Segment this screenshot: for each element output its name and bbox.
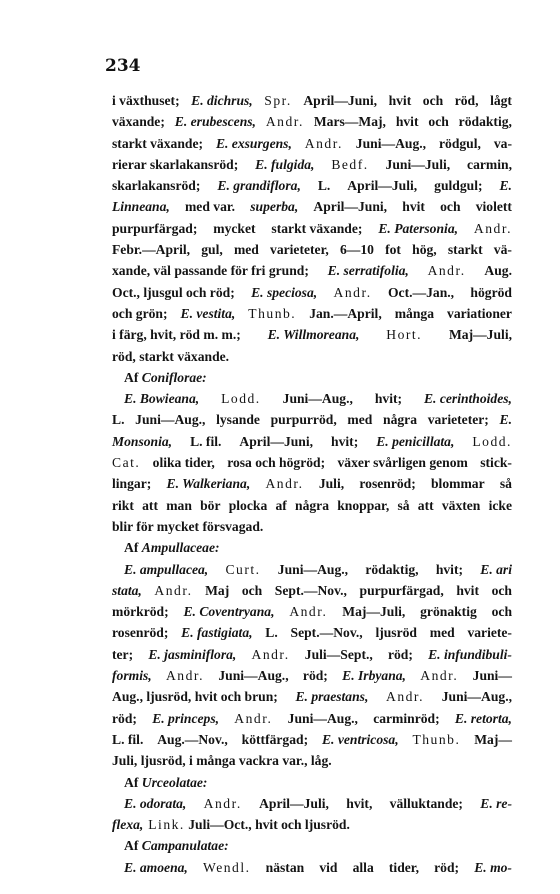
text-segment: mycket	[213, 220, 256, 236]
text-line	[112, 431, 512, 452]
text-segment: lysande	[216, 412, 260, 428]
text-segment: och	[491, 604, 512, 620]
text-line	[112, 537, 512, 558]
text-segment: så	[499, 476, 512, 492]
text-segment: rikt	[112, 497, 134, 513]
text-line	[112, 196, 512, 217]
text-segment: lågt	[490, 93, 512, 108]
text-segment: Juni—Aug.,	[277, 561, 349, 577]
text-segment: Juni—Aug.,	[218, 668, 289, 684]
text-segment: L.	[317, 178, 331, 194]
italic-term: E. erubescens,	[174, 114, 256, 130]
text-line	[112, 367, 512, 388]
italic-term: E. Willmoreana,	[267, 327, 360, 343]
text-segment: Juli—Oct., hvit och ljusröd.	[188, 817, 350, 833]
text-line	[112, 835, 512, 856]
text-segment: med	[429, 625, 455, 641]
text-segment: Juni—Juli,	[385, 156, 451, 172]
text-segment: icke	[488, 497, 512, 513]
text-segment: hvit,	[346, 795, 373, 811]
text-segment: L.	[112, 412, 125, 428]
text-line	[112, 686, 512, 707]
text-segment: i färg, hvit, röd m. m.;	[112, 327, 241, 343]
text-line	[112, 90, 512, 111]
text-segment: Sept.—Nov.,	[290, 625, 363, 641]
text-line	[112, 644, 512, 665]
italic-term: E. fastigiata,	[181, 625, 253, 641]
text-segment: så	[397, 497, 410, 513]
text-segment: starkt växande;	[112, 135, 204, 151]
text-segment: alla	[352, 859, 374, 875]
text-segment: Andr.	[265, 114, 304, 130]
text-segment: xande, väl passande för fri grund;	[112, 263, 309, 279]
text-segment: purpurfärgad,	[359, 582, 444, 598]
text-segment: April—Juni,	[313, 199, 388, 215]
text-segment: hvit	[395, 114, 419, 130]
text-segment: man	[166, 497, 192, 513]
text-segment: välluktande;	[389, 795, 463, 811]
text-segment: Andr.	[333, 284, 372, 300]
text-segment: Andr.	[203, 795, 242, 811]
text-segment: Andr.	[265, 476, 304, 492]
text-segment: L. fil.	[112, 731, 144, 747]
text-line	[112, 452, 512, 473]
text-segment: carmin,	[467, 156, 512, 172]
italic-term: Ampullaceae:	[141, 540, 220, 556]
text-segment: Aug.	[484, 263, 512, 279]
text-segment: Lodd.	[221, 391, 261, 407]
text-segment: April—Juni,	[303, 93, 378, 108]
italic-term: Coniflorae:	[141, 369, 207, 385]
text-segment: Andr.	[427, 263, 466, 279]
italic-term: Campanulatae:	[141, 838, 229, 854]
text-segment: köttfärgad;	[241, 731, 309, 747]
text-segment: L. fil.	[190, 433, 222, 449]
text-segment: röd;	[387, 646, 413, 662]
text-segment: Mars—Maj,	[313, 114, 386, 130]
text-line	[112, 495, 512, 516]
text-segment: rosenröd;	[359, 476, 416, 492]
text-segment: röd;	[112, 710, 137, 726]
italic-term: E. cerinthoides,	[423, 391, 512, 407]
text-segment: Af	[124, 838, 139, 854]
text-line	[112, 388, 512, 409]
text-segment: Af	[124, 540, 139, 556]
text-segment: Andr.	[420, 668, 459, 684]
text-segment: lingar;	[112, 476, 152, 492]
text-line	[112, 814, 512, 835]
italic-term: E. ventricosa,	[321, 731, 399, 747]
italic-term: stata,	[112, 582, 142, 598]
text-line	[112, 580, 512, 601]
text-segment: röd,	[454, 93, 479, 108]
text-segment: växer svårligen genom	[337, 455, 468, 471]
italic-term: E. serratifolia,	[327, 263, 409, 279]
italic-term: E. praestans,	[295, 689, 369, 705]
text-segment: varieteter,	[270, 242, 329, 258]
italic-term: E.	[499, 412, 512, 428]
text-segment: skarlakansröd;	[112, 178, 201, 194]
text-line	[112, 218, 512, 239]
text-segment: vid	[319, 859, 338, 875]
text-segment: Spr.	[264, 93, 292, 108]
text-segment: rierar skarlakansröd;	[112, 156, 239, 172]
italic-term: E. ampullacea,	[124, 561, 209, 577]
italic-term: E. amoena,	[124, 859, 188, 875]
text-segment: Curt.	[225, 561, 261, 577]
text-segment: stick-	[480, 455, 512, 471]
text-segment: va-	[493, 135, 512, 151]
text-segment: guldgul;	[434, 178, 483, 194]
text-segment: Juni—Aug.,	[287, 710, 358, 726]
text-segment: hvit	[388, 93, 412, 108]
text-segment: gul,	[201, 242, 223, 258]
text-segment: variete-	[467, 625, 512, 641]
text-segment: hvit;	[374, 391, 403, 407]
text-segment: att	[417, 497, 434, 513]
text-line	[112, 260, 512, 281]
text-line	[112, 750, 512, 771]
text-segment: Bedf.	[331, 156, 369, 172]
text-line	[112, 303, 512, 324]
text-segment: Thunb.	[248, 305, 297, 321]
italic-term: E. jasminiflora,	[148, 646, 237, 662]
text-segment: Cat.	[112, 455, 141, 471]
text-segment: och	[491, 582, 512, 598]
text-segment: rosenröd;	[112, 625, 169, 641]
text-segment: och grön;	[112, 305, 168, 321]
text-segment: röd;	[434, 859, 460, 875]
italic-term: E. Irbyana,	[342, 668, 406, 684]
text-line	[112, 324, 512, 345]
text-segment: af	[275, 497, 287, 513]
text-segment: Juni—Aug.,	[135, 412, 206, 428]
italic-term: flexa,	[112, 817, 144, 833]
text-line	[112, 133, 512, 154]
italic-term: E. dichrus,	[191, 93, 253, 108]
text-segment: olika tider,	[152, 455, 215, 471]
text-segment: hög,	[412, 242, 437, 258]
text-line	[112, 516, 512, 537]
text-segment: Jan.—April,	[309, 305, 382, 321]
text-line	[112, 793, 512, 814]
text-segment: växande;	[112, 114, 165, 130]
text-segment: April—Juni,	[239, 433, 314, 449]
text-segment: fot	[385, 242, 401, 258]
text-line	[112, 111, 512, 132]
text-segment: purpurröd,	[270, 412, 337, 428]
page-number: 234	[105, 56, 141, 76]
text-line	[112, 346, 512, 367]
text-segment: Oct., ljusgul och röd;	[112, 284, 235, 300]
italic-term: E. vestita,	[180, 305, 236, 321]
italic-term: Monsonia,	[112, 433, 173, 449]
text-segment: Juli—Sept.,	[304, 646, 373, 662]
text-segment: Maj—	[474, 731, 512, 747]
italic-term: E. odorata,	[124, 795, 187, 811]
text-segment: varieteter;	[427, 412, 489, 428]
text-segment: Juni—Aug.,	[282, 391, 353, 407]
text-line	[112, 857, 512, 878]
text-segment: och	[241, 582, 263, 598]
text-segment: violett	[475, 199, 512, 215]
italic-term: E. infundibuli-	[428, 646, 512, 662]
text-line	[112, 473, 512, 494]
text-segment: Af	[124, 774, 139, 790]
italic-term: E. grandiflora,	[217, 178, 301, 194]
text-segment: ter;	[112, 646, 134, 662]
text-segment: med var.	[184, 199, 236, 215]
italic-term: E. retorta,	[454, 710, 512, 726]
italic-term: E. Bowieana,	[124, 391, 200, 407]
text-segment: hvit	[402, 199, 425, 215]
italic-term: E. Patersonia,	[378, 220, 459, 236]
text-segment: April—Juli,	[347, 178, 418, 194]
text-segment: Aug.—Nov.,	[157, 731, 228, 747]
text-segment: Juni—	[472, 668, 512, 684]
italic-term: E. penicillata,	[376, 433, 455, 449]
text-segment: Hort.	[386, 327, 423, 343]
text-segment: Andr.	[165, 668, 205, 684]
text-line	[112, 729, 512, 750]
text-segment: Thunb.	[412, 731, 461, 747]
text-segment: rödaktig,	[365, 561, 419, 577]
text-segment: med	[347, 412, 373, 428]
text-segment: med	[233, 242, 259, 258]
text-line	[112, 154, 512, 175]
text-segment: Andr.	[251, 646, 290, 662]
italic-term: E.	[499, 178, 512, 194]
italic-term: E. ari	[480, 561, 512, 577]
text-segment: och	[422, 93, 444, 108]
text-segment: Andr.	[234, 710, 273, 726]
text-line	[112, 772, 512, 793]
italic-term: E. speciosa,	[251, 284, 318, 300]
text-segment: Wendl.	[202, 859, 251, 875]
text-segment: starkt växande;	[271, 220, 363, 236]
italic-term: E. fulgida,	[255, 156, 315, 172]
text-segment: Maj—Juli,	[448, 327, 512, 343]
italic-term: superba,	[250, 199, 299, 215]
italic-term: E. Walkeriana,	[166, 476, 251, 492]
text-segment: carminröd;	[373, 710, 440, 726]
italic-term: formis,	[112, 668, 152, 684]
text-segment: Maj—Juli,	[342, 604, 406, 620]
text-segment: purpurfärgad;	[112, 220, 198, 236]
italic-term: E. Coventryana,	[183, 604, 275, 620]
text-segment: högröd	[470, 284, 512, 300]
text-segment: växten	[441, 497, 481, 513]
text-segment: tider,	[388, 859, 419, 875]
body-text	[112, 90, 512, 878]
text-segment: ljusröd	[375, 625, 417, 641]
text-segment: Juni—Aug.,	[355, 135, 427, 151]
text-segment: blir för mycket försvagad.	[112, 518, 264, 534]
text-segment: att	[142, 497, 158, 513]
text-line	[112, 708, 512, 729]
text-line	[112, 622, 512, 643]
text-line	[112, 239, 512, 260]
text-segment: mörkröd;	[112, 604, 169, 620]
text-segment: vä-	[493, 242, 512, 258]
text-segment: starkt	[447, 242, 483, 258]
text-segment: variationer	[447, 305, 512, 321]
text-segment: Juli, ljusröd, i många vackra var., låg.	[112, 753, 332, 769]
text-segment: Lodd.	[472, 433, 512, 449]
text-segment: några	[383, 412, 418, 428]
text-segment: bör	[200, 497, 221, 513]
text-line	[112, 282, 512, 303]
text-segment: röd;	[302, 668, 328, 684]
text-segment: L.	[265, 625, 278, 641]
text-segment: Andr.	[154, 582, 193, 598]
text-segment: Andr.	[386, 689, 425, 705]
text-segment: nästan	[265, 859, 305, 875]
text-segment: i växthuset;	[112, 93, 180, 108]
text-segment: Maj	[205, 582, 230, 598]
text-segment: blommar	[430, 476, 485, 492]
italic-term: E. mo-	[474, 859, 512, 875]
text-segment: knoppar,	[337, 497, 390, 513]
text-segment: Sept.—Nov.,	[274, 582, 347, 598]
text-line	[112, 601, 512, 622]
text-segment: många	[394, 305, 435, 321]
text-segment: grönaktig	[420, 604, 477, 620]
text-segment: Aug., ljusröd, hvit och brun;	[112, 689, 278, 705]
text-segment: Af	[124, 369, 139, 385]
text-segment: hvit	[456, 582, 479, 598]
text-segment: Febr.—April,	[112, 242, 191, 258]
italic-term: Linneana,	[112, 199, 170, 215]
text-line	[112, 559, 512, 580]
italic-term: E. re-	[480, 795, 512, 811]
text-segment: Juni—Aug.,	[441, 689, 512, 705]
italic-term: E. exsurgens,	[215, 135, 292, 151]
text-segment: rödaktig,	[458, 114, 512, 130]
text-segment: Andr.	[304, 135, 343, 151]
italic-term: E. princeps,	[152, 710, 220, 726]
text-segment: hvit;	[435, 561, 463, 577]
text-segment: April—Juli,	[259, 795, 329, 811]
text-segment: hvit;	[331, 433, 359, 449]
text-line	[112, 409, 512, 430]
text-segment: och	[440, 199, 461, 215]
text-segment: några	[295, 497, 329, 513]
text-segment: rödgul,	[438, 135, 481, 151]
text-segment: Link.	[148, 817, 185, 833]
text-segment: röd, starkt växande.	[112, 348, 230, 364]
text-line	[112, 665, 512, 686]
text-segment: rosa och högröd;	[227, 455, 326, 471]
text-line	[112, 175, 512, 196]
text-segment: och	[428, 114, 449, 130]
text-segment: Juli,	[318, 476, 345, 492]
text-segment: Andr.	[289, 604, 328, 620]
text-segment: Andr.	[473, 220, 512, 236]
text-segment: Oct.—Jan.,	[387, 284, 455, 300]
text-segment: 6—10	[339, 242, 374, 258]
italic-term: Urceolatae:	[141, 774, 208, 790]
text-segment: plocka	[228, 497, 268, 513]
